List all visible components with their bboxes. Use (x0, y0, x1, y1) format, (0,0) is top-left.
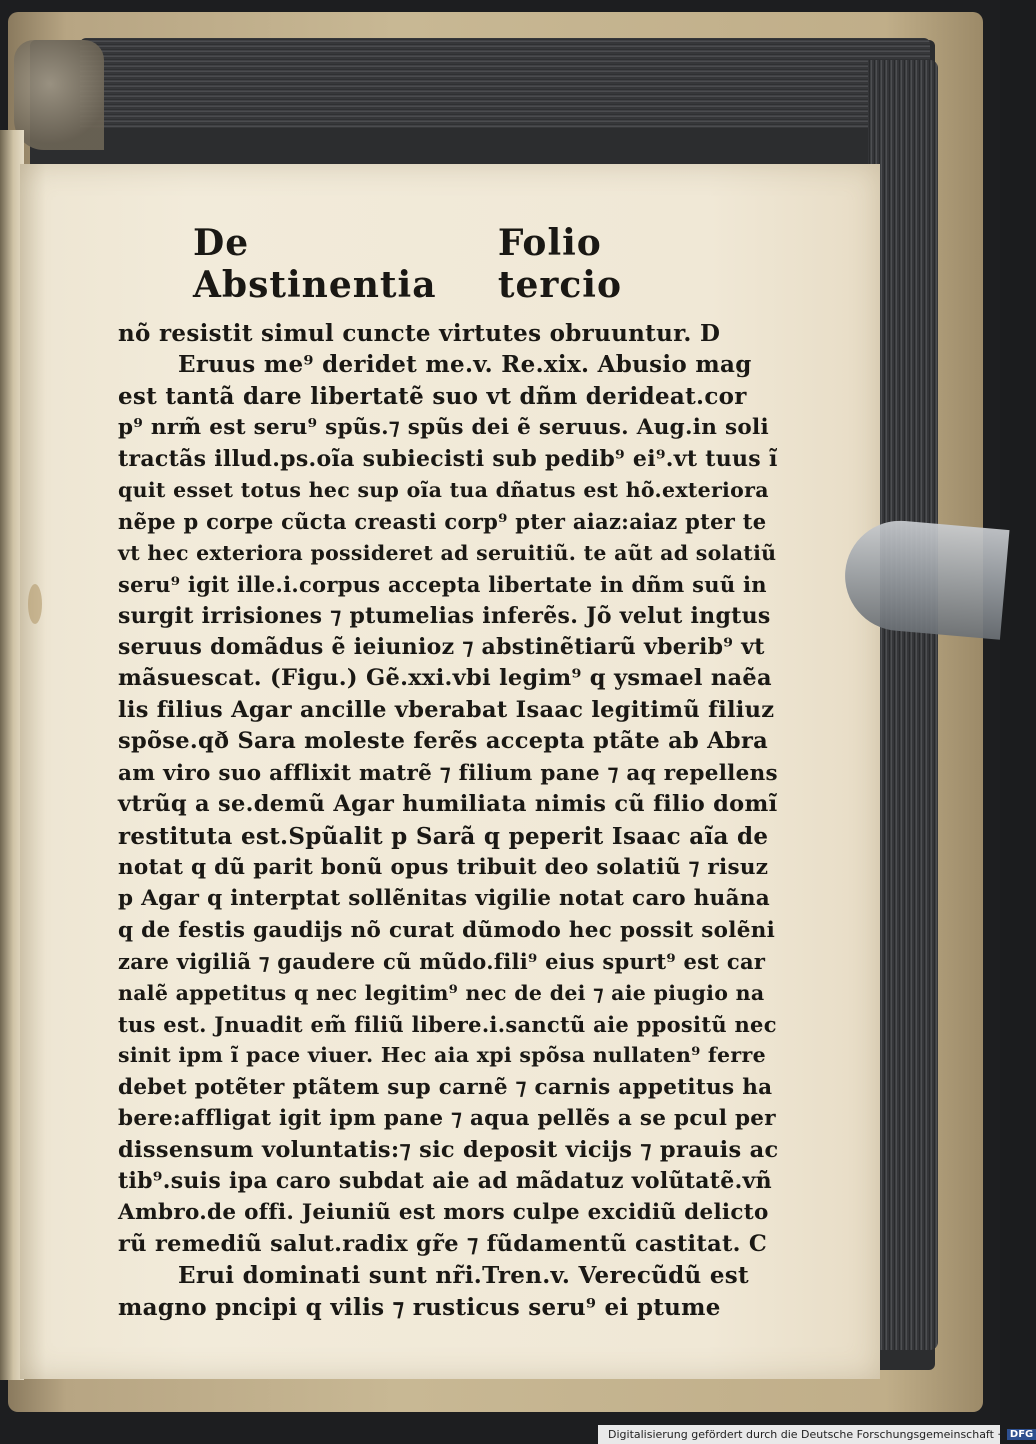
text-line: seru⁹ igit ille.i.corpus accepta libertate in dñm suũ in (118, 572, 767, 598)
text-line: p Agar q interptat sollẽnitas vigilie notat caro huãna (118, 886, 770, 912)
text-line: notat q dũ parit bonũ opus tribuit deo solatiũ ⁊ risuz (118, 854, 769, 880)
text-line: am viro suo afflixit matrẽ ⁊ filium pane ⁊ aq repellens (118, 760, 778, 786)
text-line: vtrũq a se.demũ Agar humiliata nimis cũ filio domĩ (118, 791, 778, 818)
text-line: debet potẽter ptãtem sup carnẽ ⁊ carnis appetitus ha (118, 1074, 773, 1100)
text-line: tib⁹.suis ipa caro subdat aie ad mãdatuz volũtatẽ.vñ (118, 1167, 772, 1194)
text-line: dissensum voluntatis:⁊ sic deposit vicijs ⁊ prauis ac (118, 1136, 779, 1163)
text-line: Eruus me⁹ deridet me.v. Re.xix. Abusio mag (178, 351, 752, 379)
running-head (193, 222, 733, 306)
top-page-edges (80, 38, 930, 128)
text-line: tractãs illud.ps.oĩa subiecisti sub pedib⁹ ei⁹.vt tuus ĩ (118, 445, 778, 472)
headband (14, 40, 104, 150)
text-line: Erui dominati sunt nr̃i.Tren.v. Verecũdũ est (178, 1262, 749, 1290)
text-line: nõ resistit simul cuncte virtutes obruuntur. D (118, 320, 721, 347)
text-line: sinit ipm ĩ pace viuer. Hec aia xpi spõsa nullaten⁹ ferre (118, 1043, 766, 1068)
text-lines (118, 318, 778, 1323)
text-line: q de festis gaudijs nõ curat dũmodo hec possit solẽni (118, 917, 776, 943)
text-line: restituta est.Spũalit p Sarã q peperit Isaac aĩa de (118, 822, 769, 850)
text-line: bere:affligat igit ipm pane ⁊ aqua pellẽs a se pcul per (118, 1106, 776, 1132)
running-head-title: De Abstinentia (193, 222, 437, 306)
text-line: quit esset totus hec sup oĩa tua dñatus est hõ.exteriora (118, 478, 769, 503)
text-line: rũ remediũ salut.radix gr̃e ⁊ fũdamentũ castitat. C (118, 1230, 768, 1257)
page-stain (28, 584, 42, 624)
page-text (118, 222, 778, 1323)
text-line: nẽpe p corpe cũcta creasti corp⁹ pter aiaz:aiaz pter te (118, 509, 767, 535)
text-line: magno pncipi q vilis ⁊ rusticus seru⁹ ei ptume (118, 1293, 721, 1321)
footer-text: Digitalisierung gefördert durch die Deutsche Forschungsgemeinschaft · (608, 1428, 1001, 1441)
text-line: Ambro.de offi. Jeiuniũ est mors culpe excidiũ delicto (118, 1200, 769, 1226)
text-line: nalẽ appetitus q nec legitim⁹ nec de dei ⁊ aie piugio na (118, 980, 765, 1005)
dfg-logo: DFG (1007, 1429, 1036, 1440)
text-line: p⁹ nrm̃ est seru⁹ spũs.⁊ spũs dei ẽ seruus. Aug.in soli (118, 415, 769, 441)
footer-bar (598, 1425, 1034, 1444)
text-line: mãsuescat. (Figu.) Gẽ.xxi.vbi legim⁹ q ysmael naẽa (118, 665, 772, 692)
text-line: est tantã dare libertatẽ suo vt dñm derideat.cor (118, 382, 747, 410)
text-line: seruus domãdus ẽ ieiunioz ⁊ abstinẽtiarũ vberib⁹ vt (118, 634, 765, 661)
text-line: spõse.qð Sara moleste ferẽs accepta ptãte ab Abra (118, 728, 768, 755)
text-line: zare vigiliã ⁊ gaudere cũ mũdo.fili⁹ eius spurt⁹ est car (118, 949, 766, 975)
text-line: lis filius Agar ancille vberabat Isaac legitimũ filiuz (118, 696, 775, 723)
text-line: tus est. Jnuadit em̃ filiũ libere.i.sanctũ aie ppositũ nec (118, 1011, 777, 1037)
text-line: surgit irrisiones ⁊ ptumelias inferẽs. Jõ velut ingtus (118, 602, 771, 629)
text-line: vt hec exteriora possideret ad seruitiũ. te aũt ad solatiũ (118, 540, 777, 565)
folio-number: Folio tercio (497, 222, 622, 306)
